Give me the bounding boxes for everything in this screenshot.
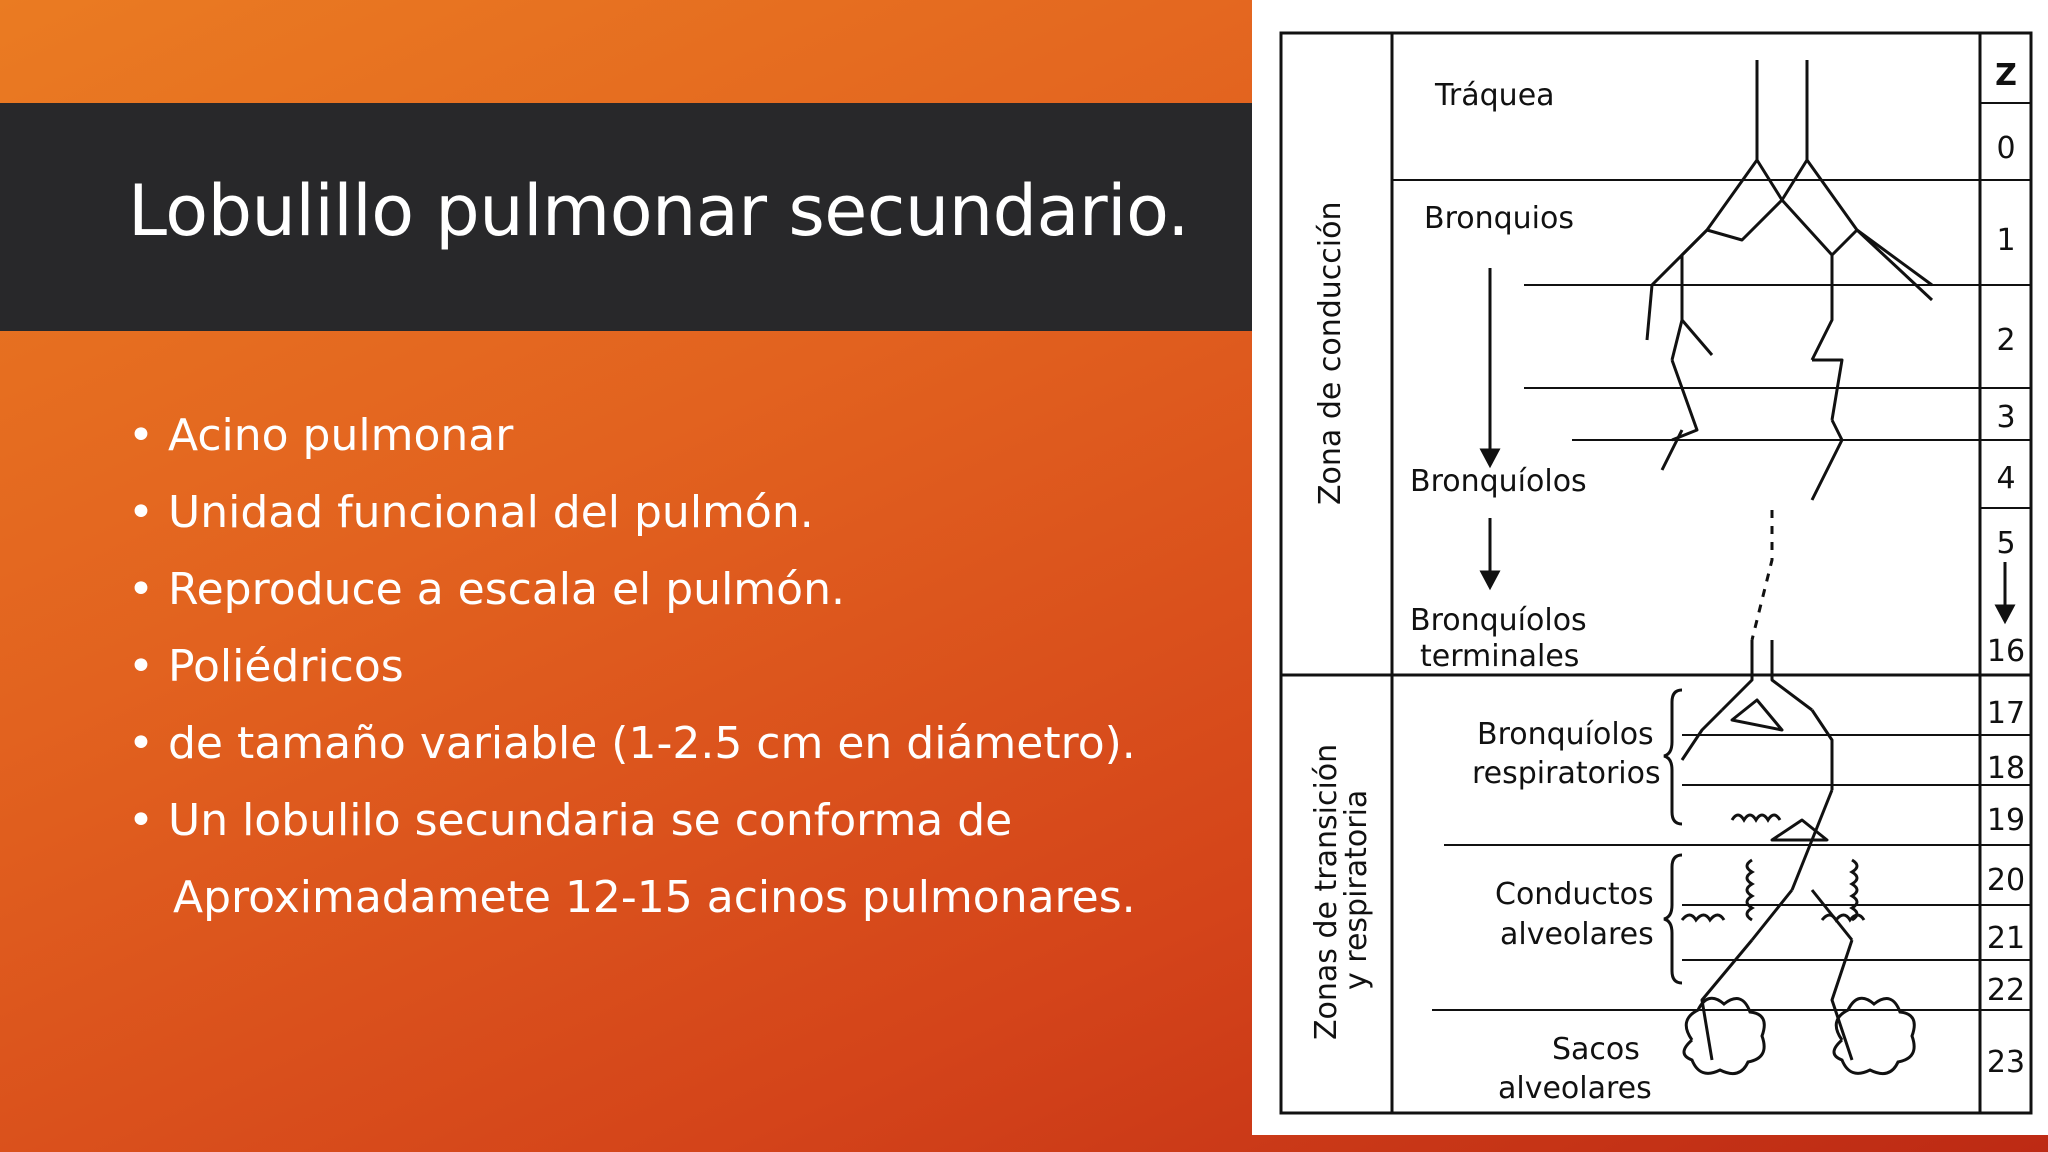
label-bronquiolos: Bronquíolos: [1410, 464, 1587, 499]
z-value: 5: [1996, 526, 2016, 561]
label-traquea: Tráquea: [1435, 78, 1555, 113]
label-bronquiolos-respiratorios-1: Bronquíolos: [1477, 717, 1654, 752]
bullet-symbol: •: [128, 718, 154, 769]
bullet-text: de tamaño variable (1-2.5 cm en diámetro).: [168, 718, 1136, 769]
slide-title[interactable]: Lobulillo pulmonar secundario.: [128, 170, 1189, 252]
z-value: 23: [1986, 1045, 2026, 1080]
zone-transition-label-1: Zonas de transición: [1309, 743, 1344, 1040]
z-value: 1: [1996, 223, 2016, 258]
arrows: [1482, 268, 2016, 621]
down-arrow-icon: [1482, 572, 1498, 587]
bullet-text: Un lobulilo secundaria se conforma de: [168, 795, 1013, 846]
z-value: 22: [1986, 973, 2026, 1008]
z-value: 4: [1996, 461, 2016, 496]
bullet-symbol: •: [128, 795, 154, 846]
label-bronquiolos-terminales-1: Bronquíolos: [1410, 603, 1587, 638]
bullet-symbol: •: [128, 564, 154, 615]
z-value: 19: [1986, 803, 2026, 838]
label-conductos-1: Conductos: [1495, 877, 1654, 912]
bullet-symbol: •: [128, 410, 154, 461]
bullet-text: Acino pulmonar: [168, 410, 514, 461]
z-value: 18: [1986, 751, 2026, 786]
label-bronquiolos-terminales-2: terminales: [1420, 639, 1580, 674]
label-bronquiolos-respiratorios-2: respiratorios: [1472, 756, 1661, 791]
z-value: 17: [1986, 696, 2026, 731]
down-arrow-icon: [1482, 450, 1498, 465]
z-value: 16: [1986, 634, 2026, 669]
bullet-text: Aproximadamete 12-15 acinos pulmonares.: [173, 872, 1136, 923]
bullet-text: Reproduce a escala el pulmón.: [168, 564, 845, 615]
airway-diagram: [1252, 0, 2048, 1135]
alveolar-sacs: [1682, 815, 1914, 1074]
level-lines: [1392, 180, 1980, 1010]
bullet-text: Unidad funcional del pulmón.: [168, 487, 814, 538]
bullet-symbol: •: [128, 487, 154, 538]
label-sacos-2: alveolares: [1498, 1071, 1652, 1106]
braces: [1664, 690, 1682, 983]
z-value: 3: [1996, 400, 2016, 435]
bronchial-tree: [1647, 60, 1932, 1060]
airway-diagram-panel[interactable]: [1252, 0, 2048, 1135]
bullet-text: Poliédricos: [168, 641, 404, 692]
zone-transition-label-2: y respiratoria: [1339, 789, 1374, 990]
label-bronquios: Bronquios: [1424, 201, 1574, 236]
z-value: 20: [1986, 863, 2026, 898]
label-conductos-2: alveolares: [1500, 917, 1654, 952]
zone-conduction-label: Zona de conducción: [1313, 201, 1348, 505]
z-value: 2: [1996, 323, 2016, 358]
z-header: Z: [1995, 58, 2017, 93]
z-value: 0: [1996, 131, 2016, 166]
label-sacos-1: Sacos: [1552, 1032, 1640, 1067]
z-value: 21: [1986, 921, 2026, 956]
bullet-symbol: •: [128, 641, 154, 692]
down-arrow-icon: [1997, 606, 2013, 621]
